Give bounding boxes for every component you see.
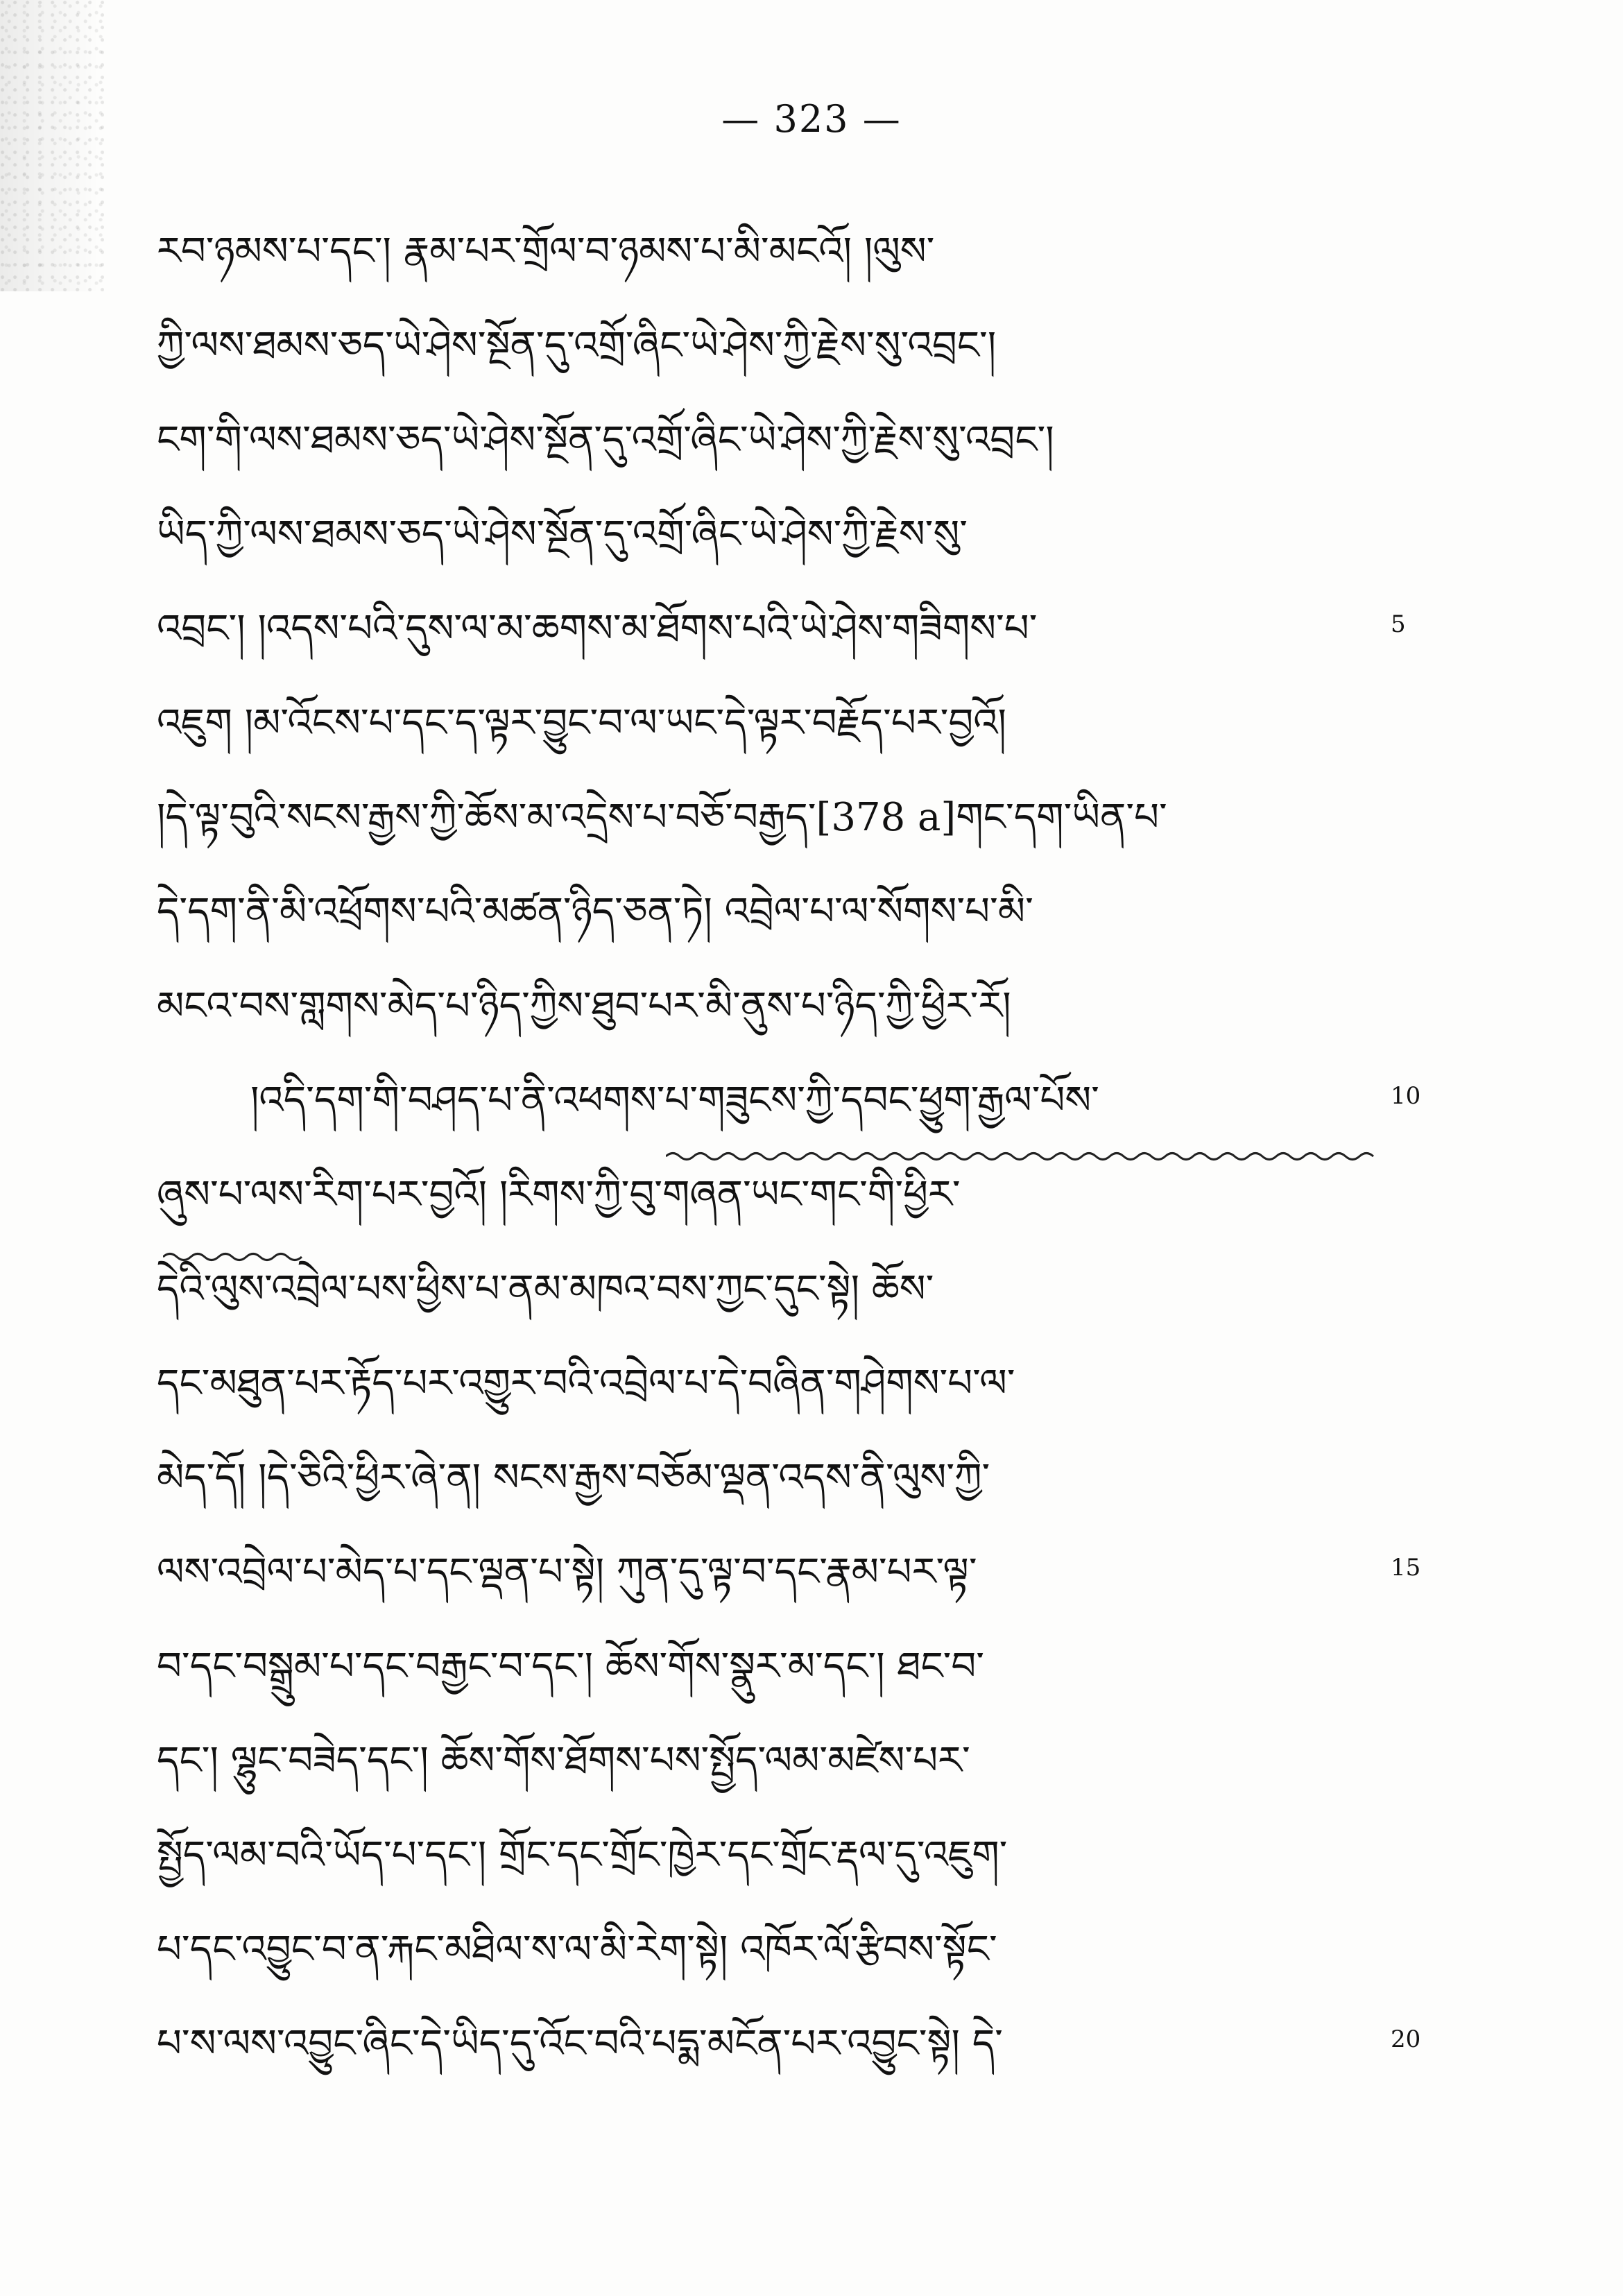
text-line: བ་དང་བསྒྲུམ་པ་དང་བརྒྱང་བ་དང་། ཆོས་གོས་སྣུར་མ་དང་། ཐང་བ་ [157, 1644, 985, 1689]
text-line: ཀྱི་ལས་ཐམས་ཅད་ཡེ་ཤེས་སྔོན་དུ་འགྲོ་ཞིང་ཡེ་ཤེས་ཀྱི་རྗེས་སུ་འབྲང་། [157, 323, 997, 368]
text-line: རབ་ཉམས་པ་དང་། རྣམ་པར་གྲོལ་བ་ཉམས་པ་མི་མངའོ། །ལུས་ [157, 229, 935, 274]
text-line-indented: །འདི་དག་གི་བཤད་པ་ནི་འཕགས་པ་གཟུངས་ཀྱི་དབང་ཕྱུག་རྒྱལ་པོས་ [250, 1078, 1099, 1123]
text-line: ཞུས་པ་ལས་རིག་པར་བྱའོ། །རིགས་ཀྱི་བུ་གཞན་ཡང་གང་གི་ཕྱིར་ [157, 1172, 961, 1217]
text-line: སྤྱོད་ལམ་བའི་ཡོད་པ་དང་། གྲོང་དང་གྲོང་ཁྱེར་དང་གྲོང་རྡལ་དུ་འཇུག་ [157, 1833, 1008, 1878]
text-line: འབྲང་། །འདས་པའི་དུས་ལ་མ་ཆགས་མ་ཐོགས་པའི་ཡེ་ཤེས་གཟིགས་པ་ [157, 606, 1038, 651]
scan-edge-noise [0, 0, 104, 291]
wavy-underline-mark [666, 1150, 1380, 1163]
text-line: མེད་དོ། །དེ་ཅིའི་ཕྱིར་ཞེ་ན། སངས་རྒྱས་བཅོམ་ལྡན་འདས་ནི་ལུས་ཀྱི་ [157, 1455, 990, 1500]
text-line: པ་ས་ལས་འབྱུང་ཞིང་དེ་ཡིད་དུ་འོང་བའི་པདྨ་མངོན་པར་འབྱུང་སྟེ། དེ་ [157, 2021, 1003, 2066]
text-line: འཇུག །མ་འོངས་པ་དང་ད་ལྟར་བྱུང་བ་ལ་ཡང་དེ་ལྟར་བརྗོད་པར་བྱའོ། [157, 701, 1006, 746]
wavy-underline-mark [163, 1251, 309, 1263]
text-line: དང་མཐུན་པར་རྟོད་པར་འགྱུར་བའི་འབྲེལ་པ་དེ་བཞིན་གཤེགས་པ་ལ་ [157, 1361, 1015, 1406]
text-line: ཡིད་ཀྱི་ལས་ཐམས་ཅད་ཡེ་ཤེས་སྔོན་དུ་འགྲོ་ཞིང་ཡེ་ཤེས་ཀྱི་རྗེས་སུ་ [157, 512, 968, 557]
line-number-20: 20 [1391, 2025, 1421, 2053]
text-line: དེ་དག་ནི་མི་འཕྲོགས་པའི་མཚན་ཉིད་ཅན་ཏེ། འབྲེལ་པ་ལ་སོགས་པ་མི་ [157, 889, 1033, 934]
text-line: ལས་འབྲེལ་པ་མེད་པ་དང་ལྡན་པ་སྟེ། ཀུན་དུ་ལྟ་བ་དང་རྣམ་པར་ལྟ་ [157, 1550, 977, 1595]
text-line: མངའ་བས་གླགས་མེད་པ་ཉིད་ཀྱིས་ཐུབ་པར་མི་ནུས་པ་ཉིད་ཀྱི་ཕྱིར་རོ། [157, 984, 1011, 1029]
tibetan-text-block [157, 205, 1419, 2091]
page-number: — 323 — [721, 97, 902, 141]
line-number-5: 5 [1391, 610, 1406, 638]
text-line: དང་། ལྷུང་བཟེད་དང་། ཆོས་གོས་ཐོགས་པས་སྤྱོད་ལམ་མཛེས་པར་ [157, 1738, 970, 1783]
line-number-15: 15 [1391, 1554, 1421, 1582]
text-line: །དེ་ལྟ་བུའི་སངས་རྒྱས་ཀྱི་ཆོས་མ་འདྲེས་པ་བཅོ་བརྒྱད་[378 a]གང་དག་ཡིན་པ་ [157, 795, 1167, 840]
text-line: པ་དང་འབྱུང་བ་ན་རྐང་མཐིལ་ས་ལ་མི་རེག་སྟེ། འཁོར་ལོ་རྩིབས་སྟོང་ [157, 1927, 997, 1972]
text-line: དེའི་ལུས་འབྲེལ་པས་ཕྱིས་པ་ནམ་མཁའ་བས་ཀྱང་དུང་སྟེ། ཆོས་ [157, 1267, 934, 1312]
line-number-10: 10 [1391, 1082, 1421, 1110]
text-line: ངག་གི་ལས་ཐམས་ཅད་ཡེ་ཤེས་སྔོན་དུ་འགྲོ་ཞིང་ཡེ་ཤེས་ཀྱི་རྗེས་སུ་འབྲང་། [157, 418, 1054, 463]
